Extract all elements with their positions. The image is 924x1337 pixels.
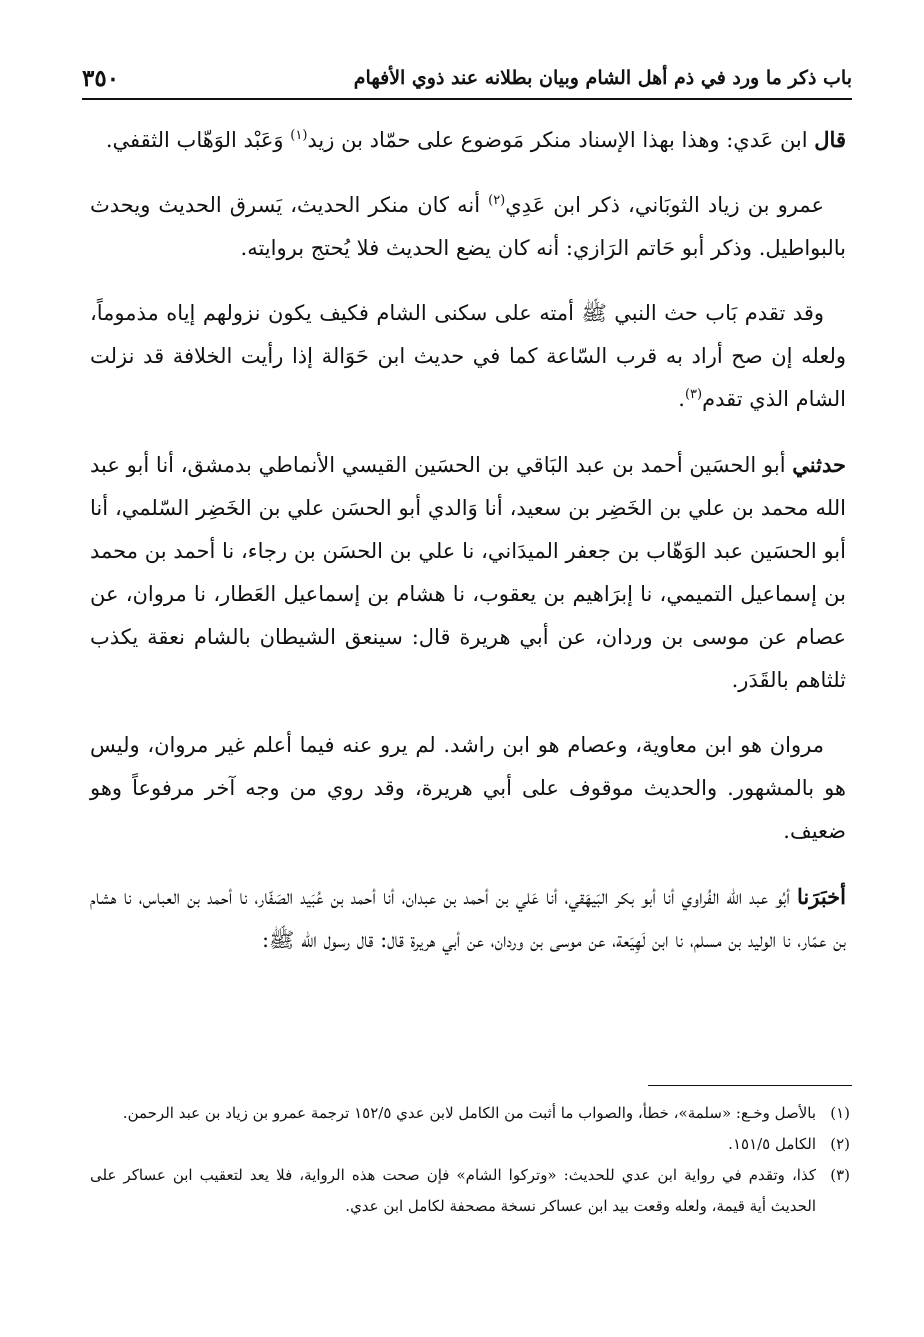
footnote-ref: (١) [290, 128, 308, 143]
paragraph-text: ابن عَدي: وهذا بهذا الإسناد منكر مَوضوع على حمّاد بن زيد [307, 128, 815, 152]
paragraph-tail: أنه كان منكر الحديث، يَسرق الحديث ويحدث بالبواطيل. وذكر أبو حَاتم الرَازي: أنه كان يضع الحديث فلا يُحتج بروايته. [90, 193, 846, 260]
footnote-separator [648, 1085, 852, 1086]
paragraph-5 [90, 724, 846, 853]
paragraph-lead-word: قال [814, 127, 846, 152]
footnote-text: بالأصل وخـع: «سلمة»، خطأ، والصواب ما أثبت من الكامل لابن عدي ١٥٢/٥ ترجمة عمرو بن زياد بن عبد الرحمن. [122, 1104, 816, 1122]
paragraph-6 [90, 875, 846, 962]
footnotes [90, 1098, 850, 1222]
paragraph-4 [90, 443, 846, 702]
running-title: باب ذكر ما ورد في ذم أهل الشام وبيان بطلانه عند ذوي الأفهام [353, 67, 852, 89]
footnote-number: (١) [830, 1104, 850, 1122]
footnote-1 [90, 1098, 850, 1129]
footnote-ref: (٢) [488, 193, 506, 208]
footnote-number: (٢) [830, 1135, 850, 1153]
header-rule [82, 98, 852, 100]
footnote-3 [90, 1160, 850, 1222]
paragraph-text: مروان هو ابن معاوية، وعصام هو ابن راشد. لم يرو عنه فيما أعلم غير مروان، وليس هو بالمشهور. والحديث موقوف على أبي هريرة، وقد روي من وجه آخر مرفوعاً وهو ضعيف. [90, 733, 846, 843]
paragraph-tail: . [678, 387, 685, 411]
page-number: ٣٥٠ [82, 64, 120, 92]
footnote-text: كذا، وتقدم في رواية ابن عدي للحديث: «وتركوا الشام» فإن صحت هذه الرواية، فلا يعد لتعقيب ابن عساكر على الحديث أية قيمة، ولعله وقعت بيد ابن عساكر نسخة مصحفة لكامل ابن عدي. [90, 1166, 816, 1215]
footnote-text: الكامل ١٥١/٥. [728, 1135, 816, 1153]
paragraph-text: أبُو عبد الله الفُراوي أنا أبو بكر البَيهَقي، أنا عَلي بن أحمد بن عبدان، أنا أحمد بن عُبَيد الصَفّار، نا أحمد بن العباس، نا هشام بن عمّار، نا الوليد بن مسلم، نا ابن لَهِيَعة، عن موسى بن وردان، عن أبي هريرة قال: قال رسول الله ﷺ: [90, 885, 846, 952]
paragraph-lead-word: حدثني [792, 452, 846, 477]
main-text [90, 118, 846, 984]
paragraph-2 [90, 184, 846, 270]
page-header [82, 58, 852, 98]
paragraph-3 [90, 292, 846, 421]
paragraph-tail: وَعَبْد الوَهّاب الثقفي. [105, 128, 291, 152]
footnote-number: (٣) [830, 1166, 850, 1184]
paragraph-text: عمرو بن زياد الثوبَاني، ذكر ابن عَدِي [505, 193, 824, 217]
footnote-2 [90, 1129, 850, 1160]
paragraph-text: وقد تقدم بَاب حث النبي ﷺ أمته على سكنى الشام فكيف يكون نزولهم إياه مذموماً، ولعله إن صح أراد به قرب السّاعة كما في حديث ابن حَوَالة إذا رأيت الخلافة قد نزلت الشام الذي تقدم [90, 301, 846, 411]
paragraph-1 [90, 118, 846, 162]
paragraph-lead-word: أخبَرَنا [797, 884, 846, 909]
footnote-ref: (٣) [684, 387, 703, 402]
paragraph-text: أبو الحسَين أحمد بن عبد البَاقي بن الحسَين القيسي الأنماطي بدمشق، أنا أبو عبد الله محمد بن علي بن الخَضِر بن سعيد، أنا وَالدي أبو الحسَن علي بن الخَضِر السّلمي، أنا أبو الحسَين عبد الوَهّاب بن جعفر الميدَاني، نا علي بن الحسَن بن رجاء، نا أحمد بن محمد بن إسماعيل التميمي، نا إبرَاهيم بن يعقوب، نا هشام بن إسماعيل العَطار، نا مروان، عن عصام عن موسى بن وردان، عن أبي هريرة قال: سينعق الشيطان بالشام نعقة يكذب ثلثاهم بالقَدَر. [90, 453, 846, 692]
